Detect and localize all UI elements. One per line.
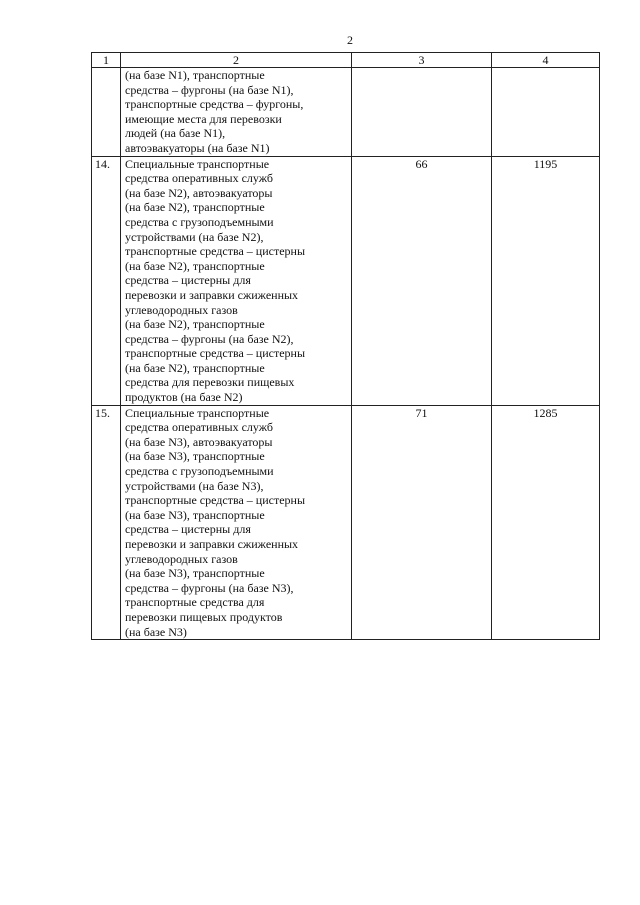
description-line: перевозки и заправки сжиженных bbox=[125, 537, 299, 551]
row-col-4-value bbox=[492, 68, 600, 157]
description-line: (на базе N2), автоэвакуаторы bbox=[125, 185, 273, 200]
header-col-4: 4 bbox=[492, 53, 600, 68]
vehicle-table bbox=[91, 52, 600, 640]
table-row bbox=[92, 156, 600, 405]
description-line: средства – фургоны (на базе N1), bbox=[125, 82, 294, 97]
description-line: средства с грузоподъемными bbox=[125, 214, 274, 229]
description-line: перевозки и заправки сжиженных bbox=[125, 287, 299, 302]
row-col-3-value bbox=[352, 68, 492, 157]
description-line: устройствами (на базе N2), bbox=[125, 229, 264, 244]
description-line: людей (на базе N1), bbox=[125, 126, 226, 141]
page-number: 2 bbox=[347, 33, 353, 47]
description-line: Специальные транспортные bbox=[125, 156, 270, 171]
description-line: средства – фургоны (на базе N3), bbox=[125, 580, 294, 595]
table-header-row bbox=[92, 53, 600, 68]
row-number: 15. bbox=[92, 405, 121, 640]
row-description bbox=[121, 68, 352, 157]
description-line: (на базе N2), транспортные bbox=[125, 360, 265, 375]
table-body bbox=[92, 68, 600, 640]
description-line: (на базе N3), транспортные bbox=[125, 566, 265, 581]
description-line: (на базе N3) bbox=[125, 624, 187, 639]
row-col-3-value: 71 bbox=[352, 405, 492, 640]
header-col-2: 2 bbox=[121, 53, 352, 68]
row-description bbox=[121, 405, 352, 640]
row-number: 14. bbox=[92, 156, 121, 405]
description-line: транспортные средства для bbox=[125, 595, 265, 610]
description-line: (на базе N3), автоэвакуаторы bbox=[125, 434, 273, 449]
description-line: имеющие места для перевозки bbox=[125, 111, 282, 126]
row-col-4-value: 1285 bbox=[492, 405, 600, 640]
description-line: средства – фургоны (на базе N2), bbox=[125, 331, 294, 346]
description-line: средства оперативных служб bbox=[125, 420, 273, 435]
header-col-1: 1 bbox=[92, 53, 121, 68]
description-line: (на базе N2), транспортные bbox=[125, 200, 265, 215]
row-col-3-value: 66 bbox=[352, 156, 492, 405]
description-line: средства – цистерны для bbox=[125, 522, 251, 537]
description-line: (на базе N2), транспортные bbox=[125, 258, 265, 273]
table-row bbox=[92, 405, 600, 640]
description-line: автоэвакуаторы (на базе N1) bbox=[125, 140, 270, 155]
description-line: транспортные средства – цистерны bbox=[125, 493, 306, 508]
description-line: перевозки пищевых продуктов bbox=[125, 609, 283, 624]
description-line: средства для перевозки пищевых bbox=[125, 375, 295, 390]
description-line: транспортные средства – цистерны bbox=[125, 346, 306, 361]
row-number bbox=[92, 68, 121, 157]
row-col-4-value: 1195 bbox=[492, 156, 600, 405]
description-line: (на базе N3), транспортные bbox=[125, 507, 265, 522]
header-col-3: 3 bbox=[352, 53, 492, 68]
description-line: транспортные средства – цистерны bbox=[125, 244, 306, 259]
description-line: углеводородных газов bbox=[125, 302, 238, 317]
description-line: (на базе N3), транспортные bbox=[125, 449, 265, 464]
description-line: (на базе N1), транспортные bbox=[125, 68, 265, 82]
description-line: продуктов (на базе N2) bbox=[125, 390, 243, 405]
description-line: средства с грузоподъемными bbox=[125, 464, 274, 479]
description-line: (на базе N2), транспортные bbox=[125, 317, 265, 332]
description-line: средства – цистерны для bbox=[125, 273, 251, 288]
row-description bbox=[121, 156, 352, 405]
description-line: средства оперативных служб bbox=[125, 171, 273, 186]
table-row bbox=[92, 68, 600, 157]
description-line: углеводородных газов bbox=[125, 551, 238, 566]
description-line: Специальные транспортные bbox=[125, 405, 270, 420]
description-line: устройствами (на базе N3), bbox=[125, 478, 264, 493]
description-line: транспортные средства – фургоны, bbox=[125, 97, 304, 112]
